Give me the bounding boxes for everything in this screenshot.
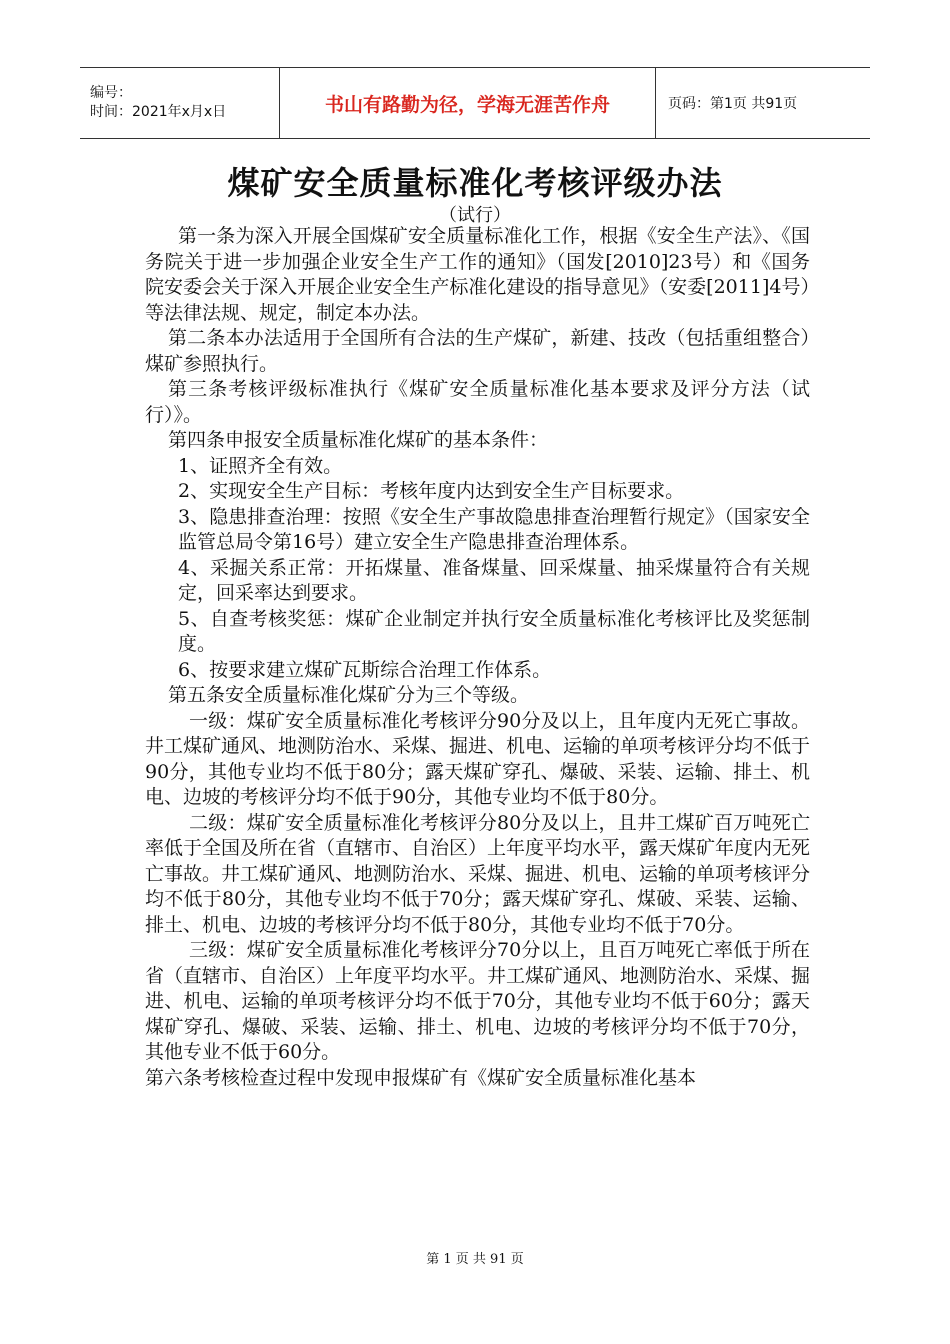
- header-motto: 书山有路勤为径，学海无涯苦作舟: [324, 93, 610, 116]
- article-2-paragraph: 第二条本办法适用于全国所有合法的生产煤矿，新建、技改（包括重组整合）煤矿参照执行。: [145, 327, 810, 375]
- header-page-cell: [656, 68, 870, 138]
- document-title: 煤矿安全质量标准化考核评级办法: [227, 164, 723, 202]
- condition-item-3: 3、隐患排查治理：按照《安全生产事故隐患排查治理暂行规定》（国家安全监管总局令第16号）建立安全生产隐患排查治理体系。: [178, 505, 810, 553]
- header-left-cell: [80, 68, 280, 138]
- article-3-paragraph: 第三条考核评级标准执行《煤矿安全质量标准化基本要求及评分方法（试行）》。: [145, 378, 810, 426]
- document-subtitle: （试行）: [439, 205, 511, 226]
- article-4-paragraph: 第四条申报安全质量标准化煤矿的基本条件：: [168, 429, 549, 451]
- article-6-paragraph: 第六条考核检查过程中发现申报煤矿有《煤矿安全质量标准化基本: [145, 1066, 697, 1089]
- document-body: [145, 224, 810, 1091]
- condition-item-5: 5、自查考核奖惩：煤矿企业制定并执行安全质量标准化考核评比及奖惩制度。: [178, 607, 810, 655]
- condition-item-1: 1、证照齐全有效。: [178, 454, 343, 477]
- grade-2-paragraph: 二级：煤矿安全质量标准化考核评分80分及以上，且井工煤矿百万吨死亡率低于全国及所在省（直辖市、自治区）上年度平均水平，露天煤矿年度内无死亡事故。井工煤矿通风、地测防治水、采煤、掘进、机电、运输的单项考核评分均不低于80分，其他专业均不低于70分；露天煤矿穿孔、煤破、采装、运输、排土、机电、边坡的考核评分均不低于80分，其他专业均不低于70分。: [145, 811, 811, 936]
- header-page-info: 页码：第1页 共91页: [668, 96, 798, 112]
- document-number-label: 编号：: [90, 85, 132, 101]
- document-date: 时间：2021年x月x日: [90, 104, 227, 120]
- article-1-paragraph: 第一条为深入开展全国煤矿安全质量标准化工作，根据《安全生产法》、《国务院关于进一步加强企业安全生产工作的通知》（国发[2010]23号）和《国务院安委会关于深入开展企业安全生产标准化建设的指导意见》（安委[2011]4号）等法律法规、规定，制定本办法。: [145, 225, 810, 324]
- header-table: [80, 67, 870, 139]
- header-motto-cell: [280, 68, 656, 138]
- condition-item-6: 6、按要求建立煤矿瓦斯综合治理工作体系。: [178, 658, 552, 681]
- article-5-paragraph: 第五条安全质量标准化煤矿分为三个等级。: [168, 684, 530, 706]
- grade-3-paragraph: 三级：煤矿安全质量标准化考核评分70分以上，且百万吨死亡率低于所在省（直辖市、自治区）上年度平均水平。井工煤矿通风、地测防治水、采煤、掘进、机电、运输的单项考核评分均不低于70分，其他专业均不低于60分；露天煤矿穿孔、爆破、采装、运输、排土、机电、边坡的考核评分均不低于70分，其他专业不低于60分。: [145, 939, 811, 1063]
- page-footer: 第 1 页 共 91 页: [426, 1252, 524, 1267]
- condition-item-2: 2、实现安全生产目标：考核年度内达到安全生产目标要求。: [178, 480, 685, 502]
- condition-item-4: 4、采掘关系正常：开拓煤量、准备煤量、回采煤量、抽采煤量符合有关规定，回采率达到要求。: [178, 556, 810, 604]
- grade-1-paragraph: 一级：煤矿安全质量标准化考核评分90分及以上，且年度内无死亡事故。井工煤矿通风、地测防治水、采煤、掘进、机电、运输的单项考核评分均不低于90分，其他专业均不低于80分；露天煤矿穿孔、爆破、采装、运输、排土、机电、边坡的考核评分均不低于90分，其他专业均不低于80分。: [145, 709, 811, 808]
